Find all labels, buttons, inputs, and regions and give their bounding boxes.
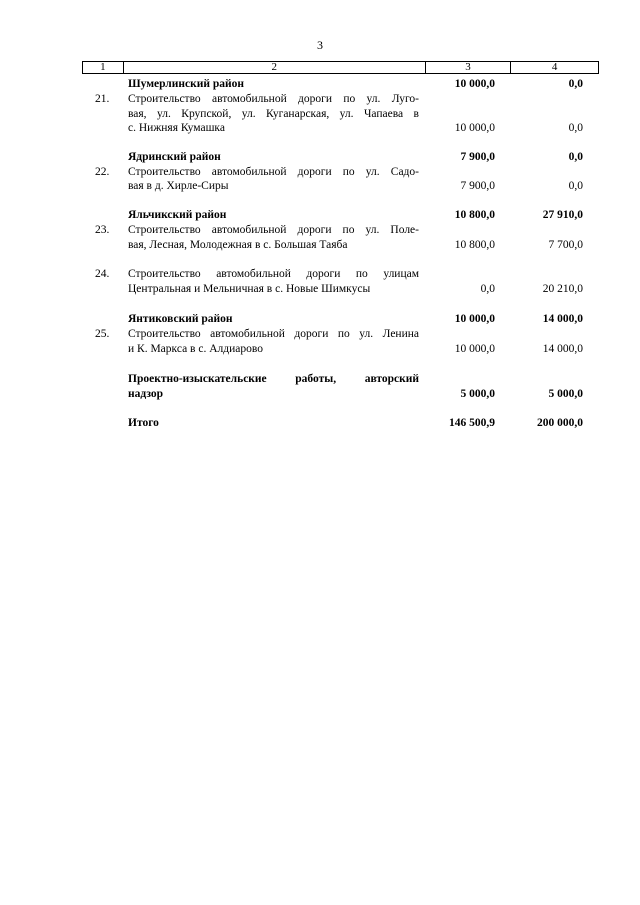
item-description: Строительство автомобильной дороги по ул. Луго- (128, 93, 419, 105)
item-value-col3: 10 800,0 (454, 239, 495, 251)
item-description: Строительство автомобильной дороги по улицам (128, 268, 419, 280)
design-works-label: надзор (128, 388, 164, 400)
design-works-col3: 5 000,0 (460, 388, 495, 400)
district-total-col3: 10 000,0 (454, 313, 495, 325)
item-number: 21. (95, 93, 110, 105)
total-label: Итого (128, 417, 159, 429)
item-value-col4: 14 000,0 (542, 343, 583, 355)
item-number: 25. (95, 328, 110, 340)
header-col-1: 1 (83, 62, 124, 73)
item-value-col3: 0,0 (480, 283, 495, 295)
item-number: 22. (95, 166, 110, 178)
item-description: Строительство автомобильной дороги по ул. Поле- (128, 224, 419, 236)
item-description: Строительство автомобильной дороги по ул. Садо- (128, 166, 419, 178)
district-total-col4: 14 000,0 (542, 313, 583, 325)
district-total-col4: 0,0 (568, 78, 583, 90)
district-total-col3: 10 800,0 (454, 209, 495, 221)
item-description: и К. Маркса в с. Алдиарово (128, 343, 263, 355)
item-description: Центральная и Мельничная в с. Новые Шимкусы (128, 283, 371, 295)
district-total-col4: 0,0 (568, 151, 583, 163)
item-number: 23. (95, 224, 110, 236)
item-description: с. Нижняя Кумашка (128, 122, 225, 134)
item-description: вая, Лесная, Молодежная в с. Большая Таяба (128, 239, 348, 251)
district-total-col4: 27 910,0 (542, 209, 583, 221)
item-value-col4: 0,0 (568, 180, 583, 192)
item-value-col3: 7 900,0 (460, 180, 495, 192)
item-value-col3: 10 000,0 (454, 122, 495, 134)
item-value-col4: 7 700,0 (548, 239, 583, 251)
district-total-col3: 7 900,0 (460, 151, 495, 163)
item-value-col4: 20 210,0 (542, 283, 583, 295)
item-description: Строительство автомобильной дороги по ул. Ленина (128, 328, 419, 340)
district-name: Шумерлинский район (128, 78, 244, 90)
header-col-4: 4 (551, 61, 558, 73)
design-works-label: Проектно-изыскательские работы, авторский (128, 373, 419, 385)
header-col-3: 3 (426, 62, 512, 73)
district-total-col3: 10 000,0 (454, 78, 495, 90)
page-number: 3 (317, 38, 323, 52)
design-works-col4: 5 000,0 (548, 388, 583, 400)
item-value-col3: 10 000,0 (454, 343, 495, 355)
item-number: 24. (95, 268, 110, 280)
district-name: Ядринский район (128, 151, 221, 163)
district-name: Яльчикский район (128, 209, 227, 221)
item-value-col4: 0,0 (568, 122, 583, 134)
item-description: вая, ул. Крупской, ул. Куганарская, ул. Чапаева в (128, 108, 419, 120)
total-col3: 146 500,9 (449, 417, 495, 429)
item-description: вая в д. Хирле-Сиры (128, 180, 229, 192)
header-col-2: 2 (124, 62, 426, 73)
district-name: Янтиковский район (128, 313, 233, 325)
total-col4: 200 000,0 (537, 417, 583, 429)
table-header (82, 61, 599, 74)
